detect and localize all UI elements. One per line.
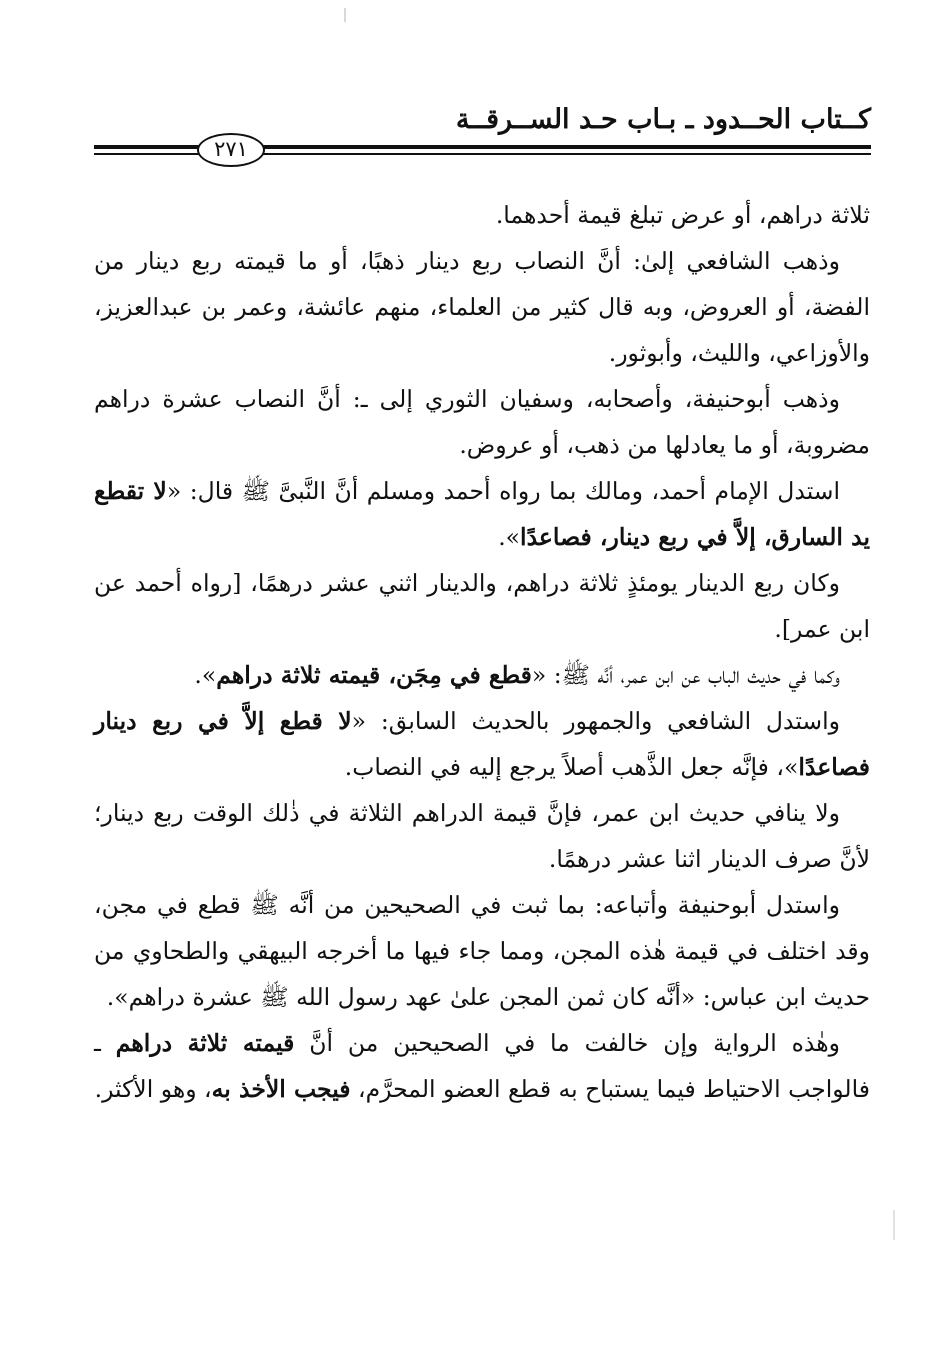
hadith-text: لا قطع إلاَّ في ربع دينار فصاعدًا [94,707,870,781]
page-number: ٢٧١ [197,133,265,167]
paragraph-text: واستدل الشافعي والجمهور بالحديث السابق: « [351,707,840,735]
header-rule-left-thick [94,145,199,149]
paragraph-text: وذهب الشافعي إلىٰ: أنَّ النصاب ربع دينار ذهبًا، أو ما قيمته ربع دينار من الفضة، أو العروض، وبه قال كثير من العلماء، منهم عائشة، وعمر بن عبدالعزيز، والأوزاعي، والليث، وأبوثور. [94,247,870,367]
paragraph-text: ولا ينافي حديث ابن عمر، فإنَّ قيمة الدراهم الثلاثة في ذٰلك الوقت ربع دينار؛ لأنَّ صرف الدينار اثنا عشر درهمًا. [94,799,870,873]
hadith-text: قيمته ثلاثة دراهم [115,1029,295,1057]
scan-mark [893,1210,895,1240]
paragraph-text: استدل الإمام أحمد، ومالك بما رواه أحمد ومسلم أنَّ النَّبىَّ ﷺ قال: « [166,477,841,505]
paragraph-text: أنَّه كان ثمن المجن علىٰ عهد رسول الله ﷺ عشرة دراهم [128,983,681,1011]
header-rule-right-thick [263,145,871,149]
paragraph-text: وكما في حديث الباب عن ابن عمر، أنَّه ﷺ: « [531,661,840,689]
paragraph-text: وكان ربع الدينار يومئذٍ ثلاثة دراهم، والدينار اثني عشر درهمًا، [رواه أحمد عن ابن عمر]. [94,569,870,643]
hadith-text: فيجب الأخذ به [211,1075,351,1103]
paragraph [94,882,870,1020]
header-rule-left-thin [94,153,199,155]
paragraph-text: ». [106,983,129,1011]
paragraph-text: وذهب أبوحنيفة، وأصحابه، وسفيان الثوري إلى ـ: أنَّ النصاب عشرة دراهم مضروبة، أو ما يعادلها من ذهب، أو عروض. [94,385,870,459]
paragraph [94,192,870,238]
paragraph [94,238,870,376]
paragraph [94,790,870,882]
paragraph-text: واستدل أبوحنيفة وأتباعه: بما ثبت في الصحيحين من أنَّه ﷺ قطع في مجن، وقد اختلف في قيمة هٰذه المجن، ومما جاء فيها ما أخرجه البيهقي والطحاوي من حديث ابن عباس: « [94,891,870,1011]
paragraph-text: ثلاثة دراهم، أو عرض تبلغ قيمة أحدهما. [495,201,870,229]
paragraph-text: ». [498,523,521,551]
paragraph [94,652,870,698]
scan-mark [344,8,346,22]
hadith-text: قطع في مِجَن، قيمته ثلاثة دراهم [216,661,532,689]
paragraph-text: »، فإنَّه جعل الذَّهب أصلاً يرجع إليه في النصاب. [344,753,799,781]
paragraph [94,468,870,560]
paragraph [94,698,870,790]
body-text [94,192,870,1112]
hadith-text: لا تقطع يد السارق، إلاَّ في ربع دينار، فصاعدًا [94,477,870,551]
paragraph-text: ، وهو الأكثر. [94,1075,212,1103]
paragraph-text: ». [194,661,217,689]
header-rule-right-thin [263,153,871,155]
running-title: كــتاب الحــدود ـ بـاب حـد الســرقــة [455,104,871,135]
paragraph-text: وهٰذه الرواية وإن خالفت ما في الصحيحين من أنَّ [294,1029,841,1057]
paragraph-text: ـ فالواجب الاحتياط فيما يستباح به قطع العضو المحرَّم، [94,1029,870,1103]
paragraph [94,1020,870,1112]
paragraph [94,560,870,652]
paragraph [94,376,870,468]
